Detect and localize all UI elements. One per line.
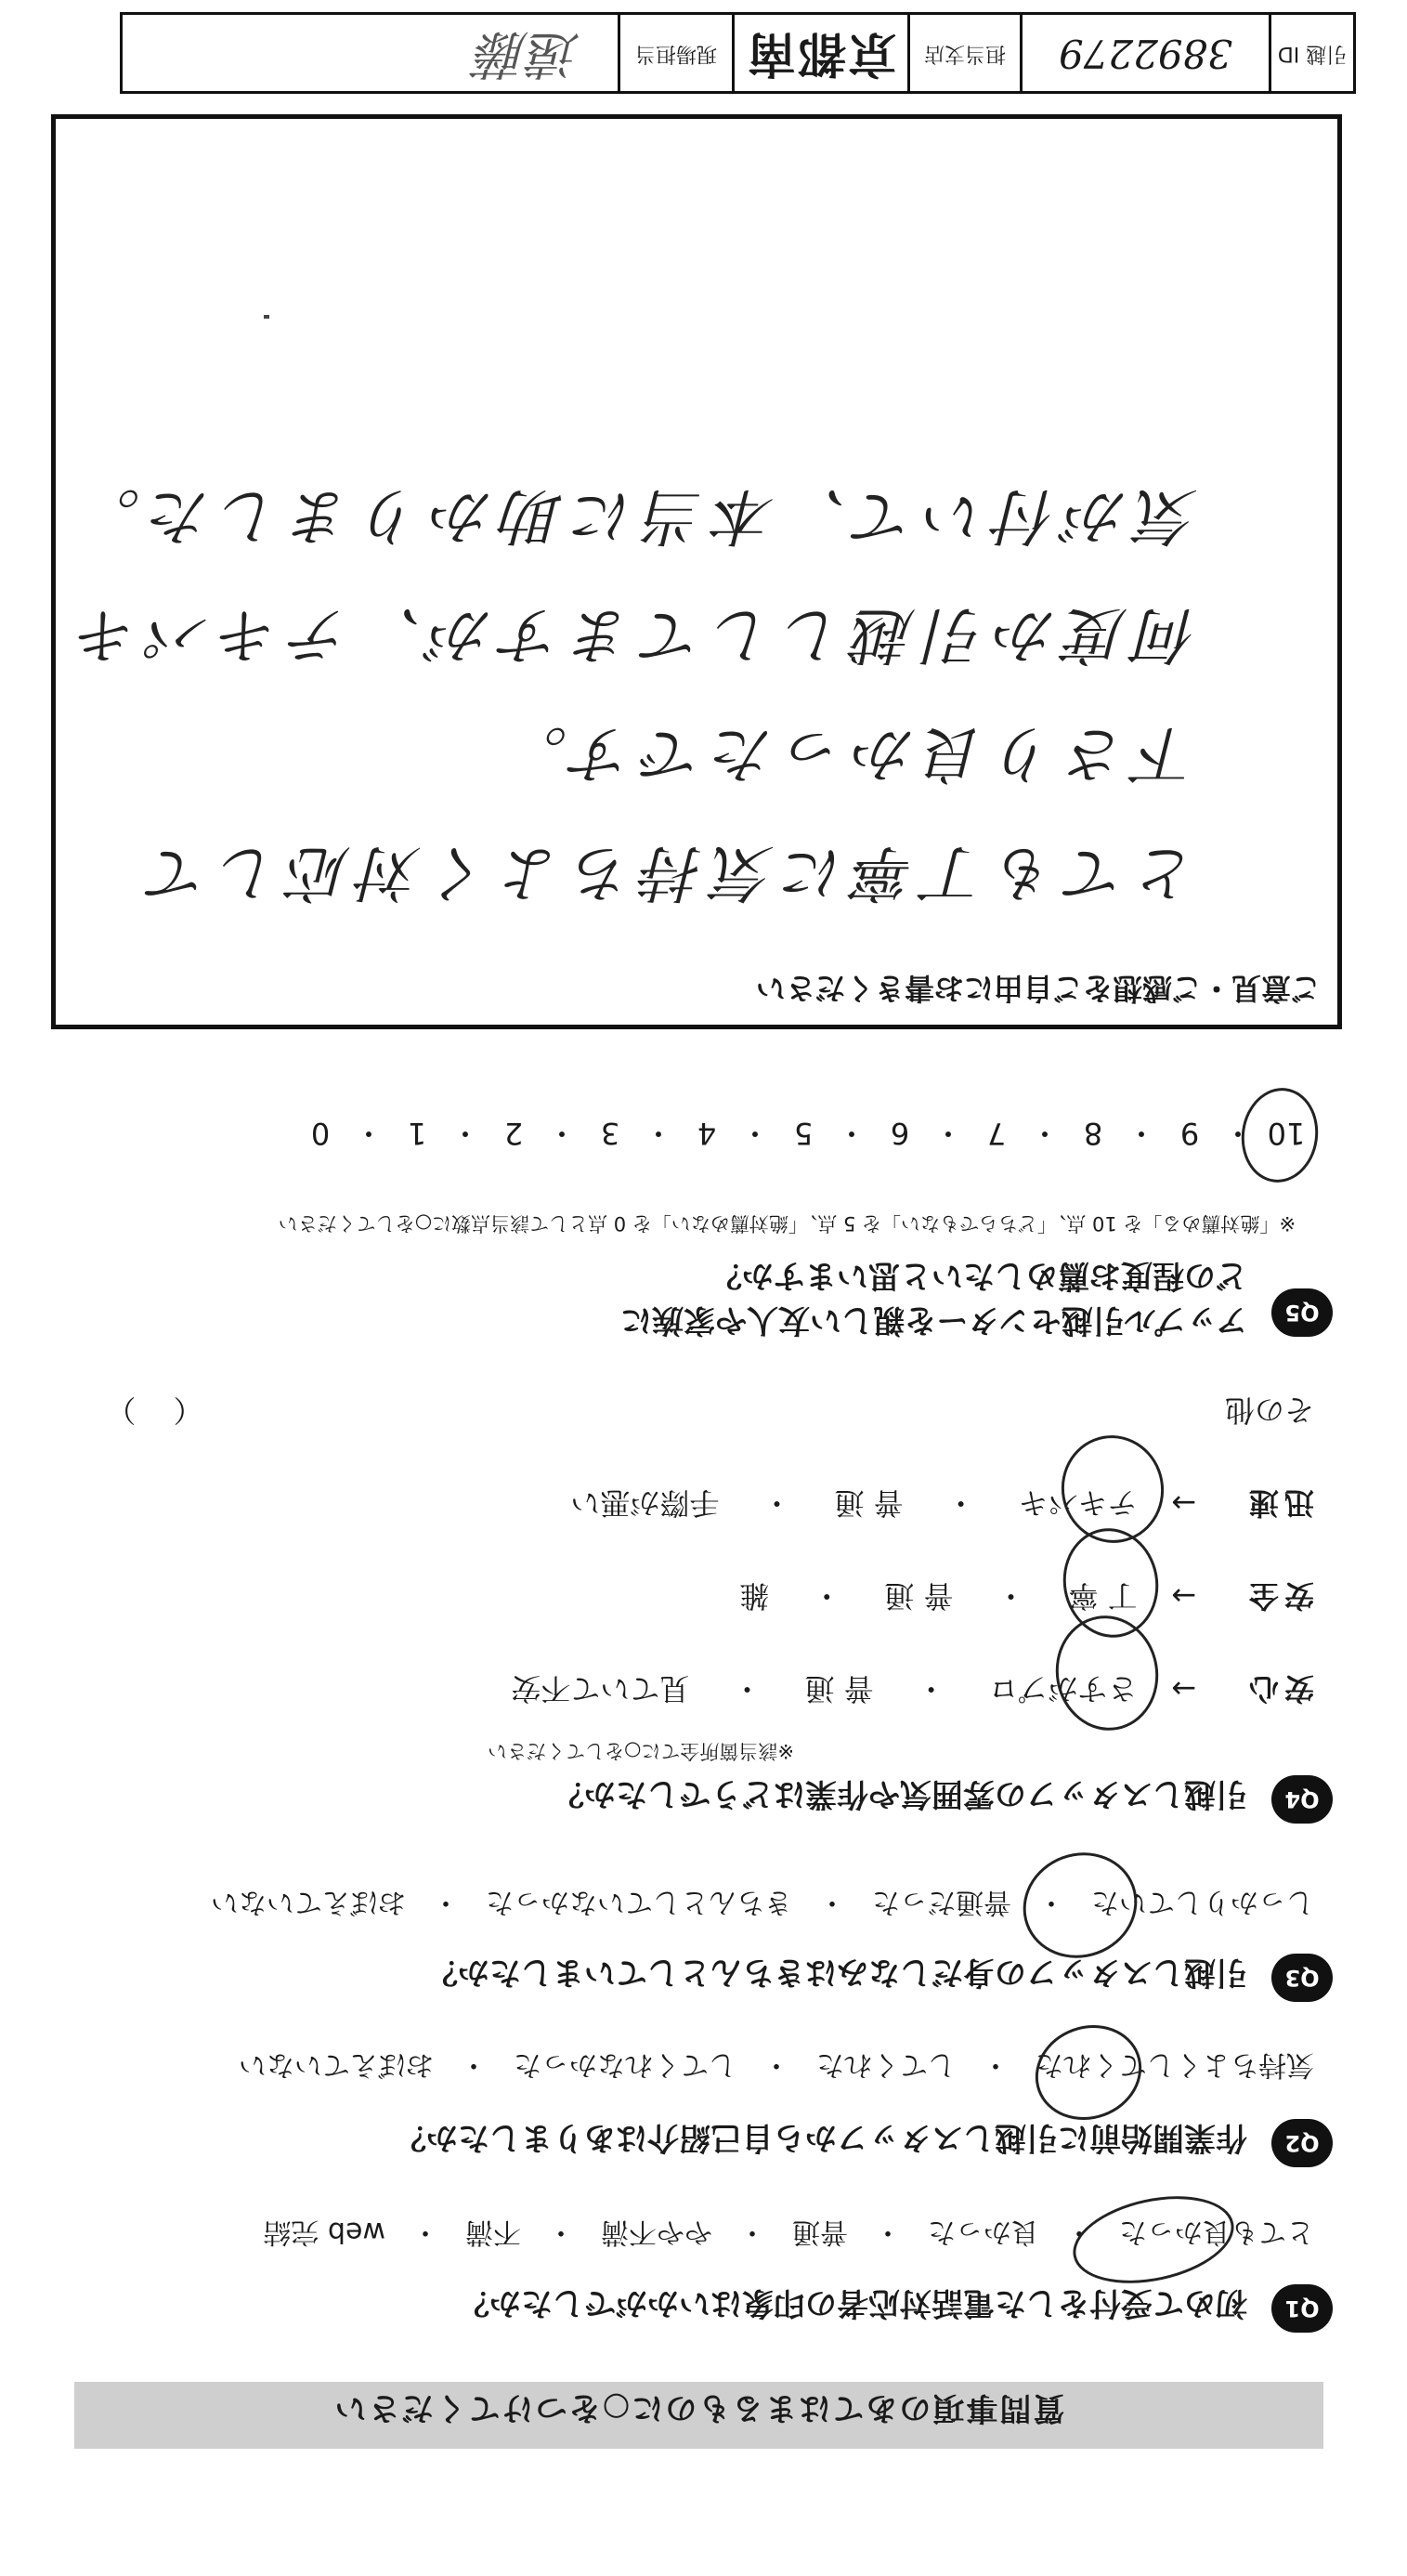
- question-2: [33, 2112, 1333, 2167]
- q1-option[interactable]: web 完結: [263, 2216, 385, 2248]
- stray-mark: [264, 315, 269, 319]
- handwritten-line: 気が付いて、本当に助かりました。: [70, 480, 1198, 552]
- q4-other-label: その他: [1224, 1393, 1314, 1428]
- q4-option[interactable]: 普 通: [834, 1485, 904, 1521]
- q4-option[interactable]: テキパキ: [1018, 1485, 1138, 1521]
- q1-option[interactable]: 良かった: [928, 2216, 1039, 2248]
- instruction-text: 質問事項のあてはまるものに○をつけてください: [332, 2389, 1065, 2426]
- q4-option[interactable]: 雑: [739, 1578, 770, 1614]
- q2-options: 気持ちよくしてくれた・してくれた・してくれなかった・おぼえていない: [239, 2047, 1314, 2088]
- q4-row-label: 安心: [1243, 1671, 1314, 1706]
- q5-text-line1: アップル引越センターを親しい友人や家族に: [620, 1301, 1247, 1339]
- q1-option[interactable]: やや不満: [601, 2216, 712, 2248]
- id-value: 3892279: [1020, 15, 1269, 91]
- q5-rating-scale: 10・9・8・7・6・5・4・3・2・1・0: [107, 1114, 1314, 1157]
- q5-badge: Q5: [1271, 1288, 1333, 1337]
- q4-row-label: 迅速: [1243, 1485, 1314, 1521]
- q4-row-anzen: 安全 → 丁 寧・普 通・雑: [739, 1576, 1314, 1619]
- comment-label: ご意見・ご感想をご自由にお書きください: [755, 971, 1321, 1006]
- instruction-bar: [74, 2382, 1323, 2449]
- q1-options: とても良かった・良かった・普通・やや不満・不満・web 完結: [263, 2215, 1314, 2256]
- handwritten-comment: [69, 456, 1198, 932]
- q3-options: しっかりしていた・普通だった・きちんとしていなかった・おぼえていない: [211, 1885, 1314, 1926]
- leader-signature: 遠藤: [476, 23, 580, 84]
- handwritten-line: とても丁寧に気持ちよく対応して: [139, 837, 1198, 909]
- rating-option[interactable]: 5: [793, 1116, 814, 1151]
- q4-option[interactable]: さすがプロ: [988, 1671, 1138, 1706]
- q3-badge: Q3: [1271, 1954, 1333, 2002]
- q4-text: 引越しスタッフの雰囲気や作業はどうでしたか？: [553, 1775, 1247, 1812]
- q3-option[interactable]: おぼえていない: [211, 1886, 406, 1918]
- q2-badge: Q2: [1271, 2119, 1333, 2167]
- arrow-icon: →: [1171, 1485, 1197, 1521]
- branch-label: 担当支店: [907, 15, 1020, 91]
- q4-option[interactable]: 見ていて不安: [511, 1671, 690, 1706]
- q5-note: ※「絶対薦める」を 10 点、「どちらでもない」を 5 点、「絶対薦めない」を 0 点として該当点数に○をしてください: [278, 1212, 1296, 1235]
- rating-option[interactable]: 9: [1179, 1116, 1200, 1151]
- q5-text-line2: どの程度お薦めしたいと思いますか？: [710, 1257, 1247, 1294]
- q3-option[interactable]: しっかりしていた: [1091, 1886, 1314, 1918]
- q4-other-close: ）: [106, 1393, 137, 1428]
- q4-other-open: （: [173, 1393, 203, 1428]
- q1-text: 初めて受付をした電話対応者の印象はいかがでしたか？: [458, 2284, 1247, 2321]
- q4-other: [106, 1391, 1314, 1433]
- rating-option[interactable]: 1: [407, 1116, 427, 1151]
- q4-option[interactable]: 普 通: [884, 1578, 954, 1614]
- rating-option[interactable]: 8: [1083, 1116, 1103, 1151]
- branch-stamp: 京都南: [732, 15, 907, 91]
- rating-option[interactable]: 2: [503, 1116, 524, 1151]
- q4-row-label: 安全: [1243, 1578, 1314, 1614]
- q2-option[interactable]: してくれた: [816, 2048, 956, 2081]
- q2-option[interactable]: 気持ちよくしてくれた: [1036, 2048, 1314, 2081]
- question-3: [33, 1946, 1333, 2002]
- rating-option[interactable]: 6: [890, 1116, 910, 1151]
- q4-option[interactable]: 手際が悪い: [570, 1485, 720, 1521]
- q1-option[interactable]: とても良かった: [1119, 2216, 1314, 2248]
- q1-option[interactable]: 普通: [792, 2216, 848, 2248]
- q2-option[interactable]: おぼえていない: [239, 2048, 434, 2081]
- leader-label: 現場担当: [618, 15, 732, 91]
- q4-note: ※該当箇所全てに○をしてください: [488, 1740, 794, 1762]
- q3-text: 引越しスタッフの身だしなみはきちんとしていましたか？: [426, 1954, 1247, 1991]
- rating-option[interactable]: 3: [600, 1116, 620, 1151]
- rating-option[interactable]: 0: [310, 1116, 331, 1151]
- arrow-icon: →: [1171, 1578, 1197, 1614]
- q3-option[interactable]: きちんとしていなかった: [486, 1886, 792, 1918]
- rating-option[interactable]: 7: [986, 1116, 1007, 1151]
- admin-footer: [120, 12, 1356, 94]
- arrow-icon: →: [1171, 1671, 1197, 1706]
- rating-option[interactable]: 4: [697, 1116, 717, 1151]
- rating-option[interactable]: 10: [1267, 1116, 1306, 1151]
- q1-badge: Q1: [1271, 2284, 1333, 2333]
- comment-box[interactable]: [51, 114, 1342, 1029]
- q4-row-anshin: 安心 → さすがプロ・普 通・見ていて不安: [511, 1669, 1314, 1712]
- q4-option[interactable]: 丁 寧: [1068, 1578, 1138, 1614]
- q4-badge: Q4: [1271, 1775, 1333, 1824]
- question-5: [33, 1238, 1333, 1350]
- q4-row-jinsoku: 迅速 → テキパキ・普 通・手際が悪い: [570, 1484, 1314, 1526]
- q1-option[interactable]: 不満: [465, 2216, 521, 2248]
- id-label: 引越 ID: [1269, 15, 1353, 91]
- question-4: [33, 1768, 1333, 1824]
- handwritten-line: 何度か引越ししてますが、テキパキ: [69, 599, 1198, 671]
- q3-option[interactable]: 普通だった: [872, 1886, 1011, 1918]
- q4-option[interactable]: 普 通: [804, 1671, 874, 1706]
- q2-text: 作業開始前に引越しスタッフから自己紹介はありましたか？: [395, 2119, 1247, 2156]
- handwritten-line: 下さり良かったです。: [497, 718, 1198, 790]
- q2-option[interactable]: してくれなかった: [514, 2048, 736, 2081]
